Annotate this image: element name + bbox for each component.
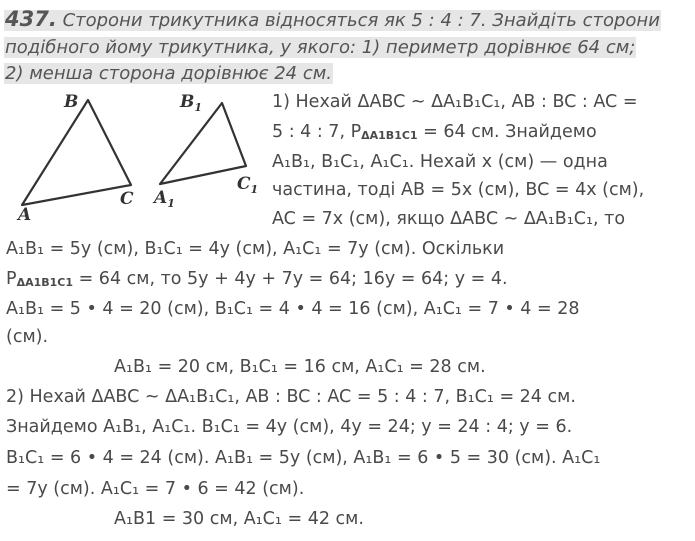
part1-line-5: AC = 7x (см), якщо ΔABC ~ ΔA₁B₁C₁, то [272,209,626,229]
label-a: A [18,205,32,220]
part2-line-3: B₁C₁ = 6 • 4 = 24 (см). A₁B₁ = 5y (см), A₁B₁ = 6 • 5 = 30 (см). A₁C₁ [6,448,601,468]
label-a1: $A_1$ [154,188,175,210]
part1-line-8: A₁B₁ = 5 • 4 = 20 (см), B₁C₁ = 4 • 4 = 16 (см), A₁C₁ = 7 • 4 = 28 [6,299,580,319]
triangles-figure [12,88,267,220]
part1-line-7: PΔA1B1C1 = 64 см, то 5y + 4y + 7y = 64; 16y = 64; y = 4. [6,269,508,289]
part2-answer: A₁B1 = 30 см, A₁C₁ = 42 см. [114,509,364,529]
label-b1: $B_1$ [180,92,203,114]
label-b: B [64,92,79,112]
part2-line-2: Знайдемо A₁B₁, A₁C₁. B₁C₁ = 4y (см), 4y = 24; y = 24 : 4; y = 6. [6,417,573,437]
part1-line-1: 1) Нехай ΔABC ~ ΔA₁B₁C₁, AB : BC : AC = [272,92,638,112]
label-c: C [120,189,134,209]
part1-answer: A₁B₁ = 20 см, B₁C₁ = 16 см, A₁C₁ = 28 см. [114,357,486,377]
task-number: 437. [5,7,57,31]
part2-line-4: = 7y (см). A₁C₁ = 7 • 6 = 42 (см). [6,479,305,499]
part2-line-1: 2) Нехай ΔABC ~ ΔA₁B₁C₁, AB : BC : AC = 5 : 4 : 7, B₁C₁ = 24 см. [6,387,576,407]
part1-line-9: (см). [6,327,49,347]
part1-line-6: A₁B₁ = 5y (см), B₁C₁ = 4y (см), A₁C₁ = 7y (см). Оскільки [6,239,505,259]
task-line-1: Сторони трикутника відносяться як 5 : 4 : 7. Знайдіть сторони [62,10,660,31]
task-line-3: 2) менша сторона дорівнює 24 см. [5,63,333,84]
label-c1: $C_1$ [237,174,259,196]
part1-line-3: A₁B₁, B₁C₁, A₁C₁. Нехай x (см) — одна [272,152,608,172]
triangle-abc [22,100,131,205]
part1-line-2: 5 : 4 : 7, PΔA1B1C1 = 64 см. Знайдемо [272,122,597,142]
part1-line-4: частина, тоді AB = 5x (см), BC = 4x (см), [272,180,645,200]
triangle-a1b1c1 [160,103,246,184]
task-line-2: подібного йому трикутника, у якого: 1) периметр дорівнює 64 см; [5,36,636,58]
task-statement [4,6,690,88]
